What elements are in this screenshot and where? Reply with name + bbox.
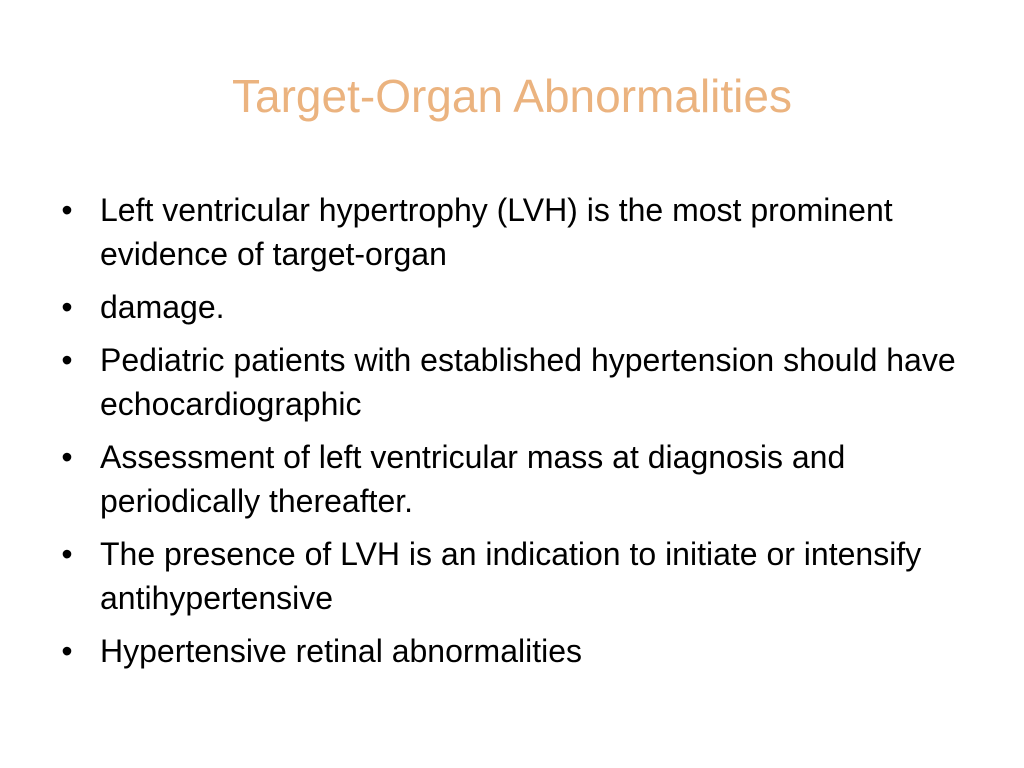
bullet-icon: • [61,342,73,378]
bullet-item-assessment [56,435,986,523]
bullet-icon: • [61,289,73,325]
bullet-text: damage. [100,289,225,325]
bullet-icon: • [61,633,73,669]
bullet-text: The presence of LVH is an indication to initiate or intensify antihypertensive [100,536,922,616]
bullet-text: Assessment of left ventricular mass at diagnosis and periodically thereafter. [100,439,846,519]
bullet-list [56,188,986,682]
slide-title: Target-Organ Abnormalities [232,70,792,122]
bullet-icon: • [61,192,73,228]
bullet-item-damage [56,285,986,329]
bullet-text: Left ventricular hypertrophy (LVH) is the most prominent evidence of target-organ [100,192,893,272]
bullet-item-retinal [56,629,986,673]
bullet-icon: • [61,536,73,572]
bullet-item-pediatric [56,338,986,426]
bullet-text: Hypertensive retinal abnormalities [100,633,582,669]
bullet-item-lvh-indication [56,532,986,620]
bullet-text: Pediatric patients with established hypertension should have echocardiographic [100,342,956,422]
bullet-item-lvh [56,188,986,276]
bullet-icon: • [61,439,73,475]
